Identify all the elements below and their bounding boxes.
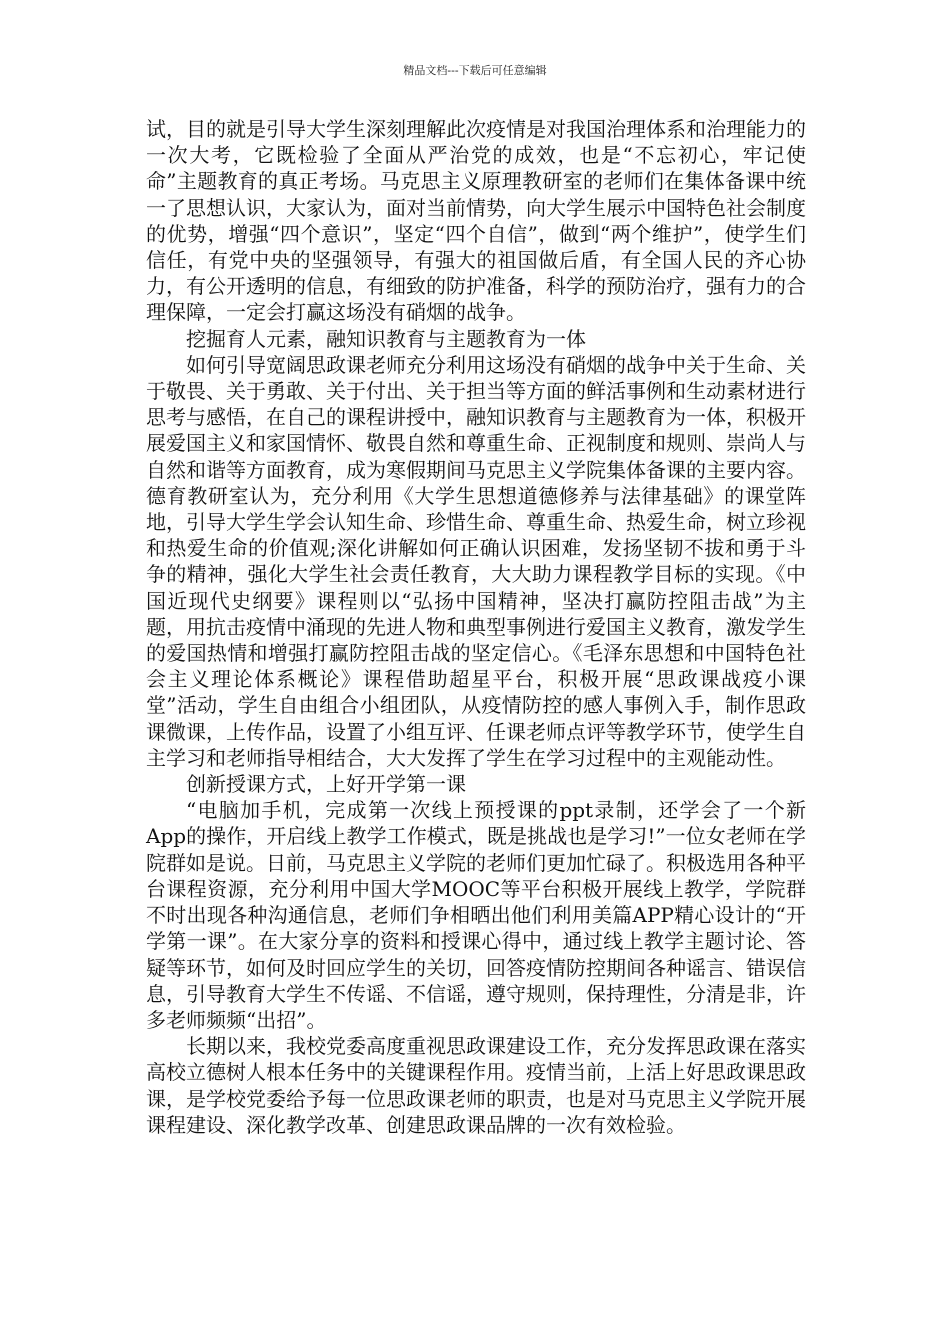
paragraph: 长期以来，我校党委高度重视思政课建设工作，充分发挥思政课在落实高校立德树人根本任务中的关键课程作用。疫情当前，上活上好思政课思政课，是学校党委给予每一位思政课老师的职责，也是对马克思主义学院开展课程建设、深化教学改革、创建思政课品牌的一次有效检验。	[146, 1034, 806, 1137]
section-heading: 创新授课方式，上好开学第一课	[186, 772, 466, 797]
paragraph: 如何引导宽阔思政课老师充分利用这场没有硝烟的战争中关于生命、关于敬畏、关于勇敢、关于付出、关于担当等方面的鲜活事例和生动素材进行思考与感悟，在自己的课程讲授中，融知识教育与主题教育为一体，积极开展爱国主义和家国情怀、敬畏自然和尊重生命、正视制度和规则、崇尚人与自然和谐等方面教育，成为寒假期间马克思主义学院集体备课的主要内容。德育教研室认为，充分利用《大学生思想道德修养与法律基础》的课堂阵地，引导大学生学会认知生命、珍惜生命、尊重生命、热爱生命，树立珍视和热爱生命的价值观;深化讲解如何正确认识困难，发扬坚韧不拔和勇于斗争的精神，强化大学生社会责任教育，大大助力课程教学目标的实现。《中国近现代史纲要》课程则以“弘扬中国精神，坚决打赢防控阻击战”为主题，用抗击疫情中涌现的先进人物和典型事例进行爱国主义教育，激发学生的爱国热情和增强打赢防控阻击战的坚定信心。《毛泽东思想和中国特色社会主义理论体系概论》课程借助超星平台，积极开展“思政课战疫小课堂”活动，学生自由组合小组团队，从疫情防控的感人事例入手，制作思政课微课，上传作品，设置了小组互评、任课老师点评等教学环节，使学生自主学习和老师指导相结合，大大发挥了学生在学习过程中的主观能动性。	[146, 352, 806, 770]
page-header: 精品文档---下载后可任意编辑	[403, 64, 547, 77]
section-heading: 挖掘育人元素，融知识教育与主题教育为一体	[186, 326, 586, 351]
document-body	[146, 116, 806, 1138]
paragraph-continued: 试，目的就是引导大学生深刻理解此次疫情是对我国治理体系和治理能力的一次大考，它既检验了全面从严治党的成效，也是“不忘初心，牢记使命”主题教育的真正考场。马克思主义原理教研室的老师们在集体备课中统一了思想认识，大家认为，面对当前情势，向大学生展示中国特色社会制度的优势，增强“四个意识”，坚定“四个自信”，做到“两个维护”，使学生们信任，有党中央的坚强领导，有强大的祖国做后盾，有全国人民的齐心协力，有公开透明的信息，有细致的防护准备，科学的预防治疗，强有力的合理保障，一定会打赢这场没有硝烟的战争。	[146, 117, 806, 325]
paragraph: “电脑加手机，完成第一次线上预授课的ppt录制，还学会了一个新App的操作，开启线上教学工作模式，既是挑战也是学习!”一位女老师在学院群如是说。日前，马克思主义学院的老师们更加忙碌了。积极选用各种平台课程资源，充分利用中国大学MOOC等平台积极开展线上教学，学院群不时出现各种沟通信息，老师们争相晒出他们利用美篇APP精心设计的“开学第一课”。在大家分享的资料和授课心得中，通过线上教学主题讨论、答疑等环节，如何及时回应学生的关切，回答疫情防控期间各种谣言、错误信息，引导教育大学生不传谣、不信谣，遵守规则，保持理性，分清是非，许多老师频频“出招”。	[146, 798, 806, 1032]
